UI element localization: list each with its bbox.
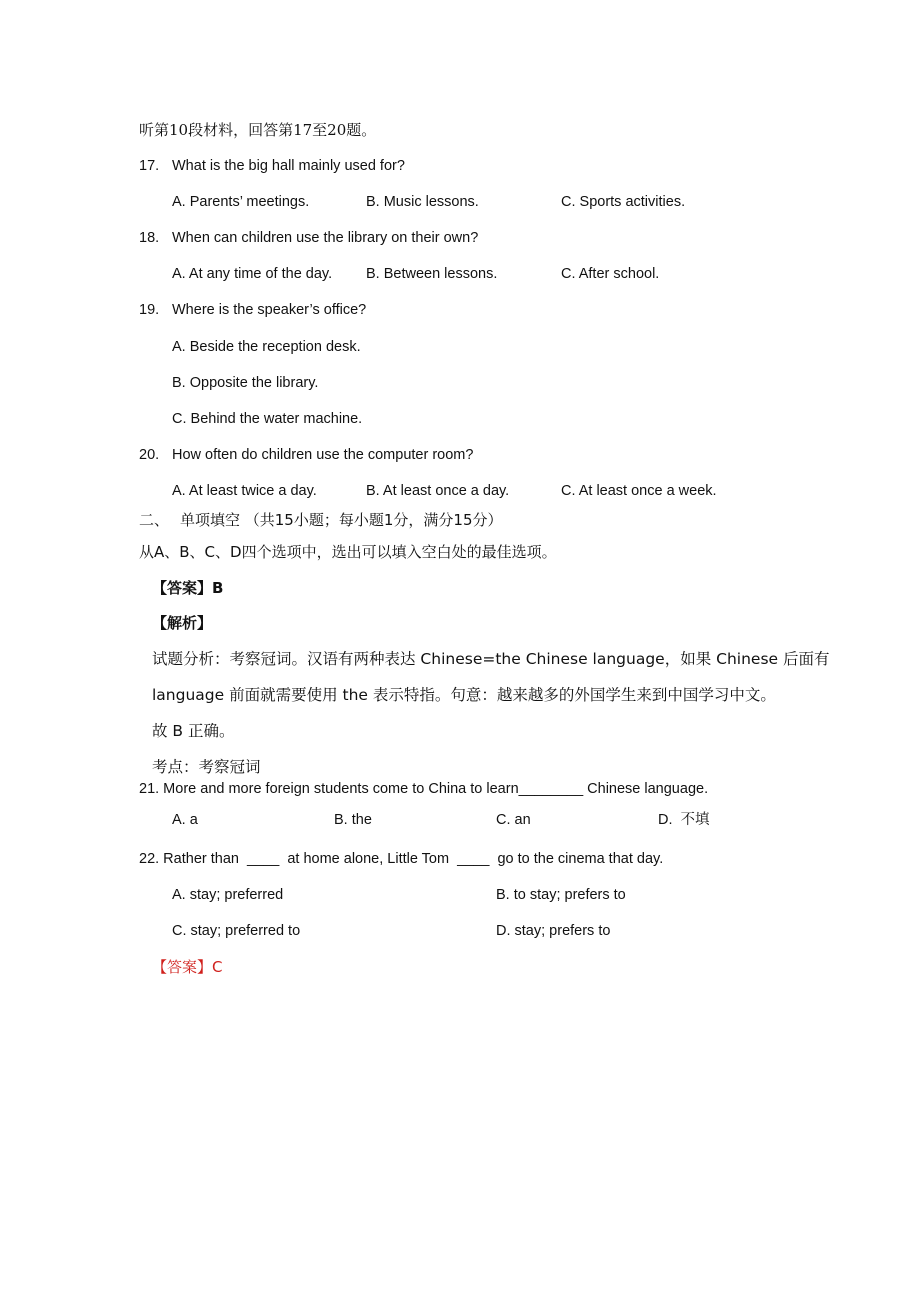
question-18-option-c: C. After school. [561,266,660,282]
question-19-option-b: B. Opposite the library. [172,375,319,391]
question-21-option-a: A. a [172,812,198,828]
question-17-number: 17. [139,158,160,174]
question-17-option-a: A. Parents’ meetings. [172,194,310,210]
question-20-number: 20. [139,447,160,463]
question-18-number: 18. [139,230,160,246]
question-20-text: How often do children use the computer room? [172,447,474,463]
question-19-number: 19. [139,302,160,318]
question-17-option-c: C. Sports activities. [561,194,686,210]
analysis-21-line2: language 前面就需要使用 the 表示特指。句意：越来越多的外国学生来到中国学习中文。 [152,686,776,704]
question-21-text: 21. More and more foreign students come to China to learn________ Chinese language. [139,781,709,797]
question-18-option-b: B. Between lessons. [366,266,498,282]
question-17-option-b: B. Music lessons. [366,194,479,210]
analysis-21-line1: 试题分析：考察冠词。汉语有两种表达 Chinese=the Chinese language，如果 Chinese 后面有 [152,650,830,668]
part2-instruction: 从A、B、C、D四个选项中，选出可以填入空白处的最佳选项。 [139,543,557,561]
analysis-21-point: 考点：考察冠词 [152,758,261,776]
analysis-21-line3: 故 B 正确。 [152,722,235,740]
question-21-option-d: D. 不填 [658,812,710,828]
analysis-21-label: 【解析】 [152,614,213,632]
question-22-option-c: C. stay; preferred to [172,923,301,939]
section-intro-10: 听第10段材料，回答第17至20题。 [139,121,377,139]
question-22-option-d: D. stay; prefers to [496,923,611,939]
question-19-text: Where is the speaker’s office? [172,302,367,318]
question-19-option-a: A. Beside the reception desk. [172,339,361,355]
question-20-option-b: B. At least once a day. [366,483,510,499]
question-22-text: 22. Rather than ____ at home alone, Little Tom ____ go to the cinema that day. [139,851,664,867]
question-22-option-b: B. to stay; prefers to [496,887,626,903]
part2-heading-number: 二、 [139,511,170,529]
question-20-option-a: A. At least twice a day. [172,483,317,499]
question-18-text: When can children use the library on their own? [172,230,479,246]
answer-21-label: 【答案】B [152,579,224,597]
question-21-option-c: C. an [496,812,531,828]
question-21-option-b: B. the [334,812,372,828]
question-20-option-c: C. At least once a week. [561,483,717,499]
question-17-text: What is the big hall mainly used for? [172,158,405,174]
question-18-option-a: A. At any time of the day. [172,266,333,282]
question-19-option-c: C. Behind the water machine. [172,411,363,427]
question-22-option-a: A. stay; preferred [172,887,284,903]
answer-22-label: 【答案】C [152,958,223,976]
part2-heading-text: 单项填空 （共15小题；每小题1分，满分15分） [180,511,503,529]
